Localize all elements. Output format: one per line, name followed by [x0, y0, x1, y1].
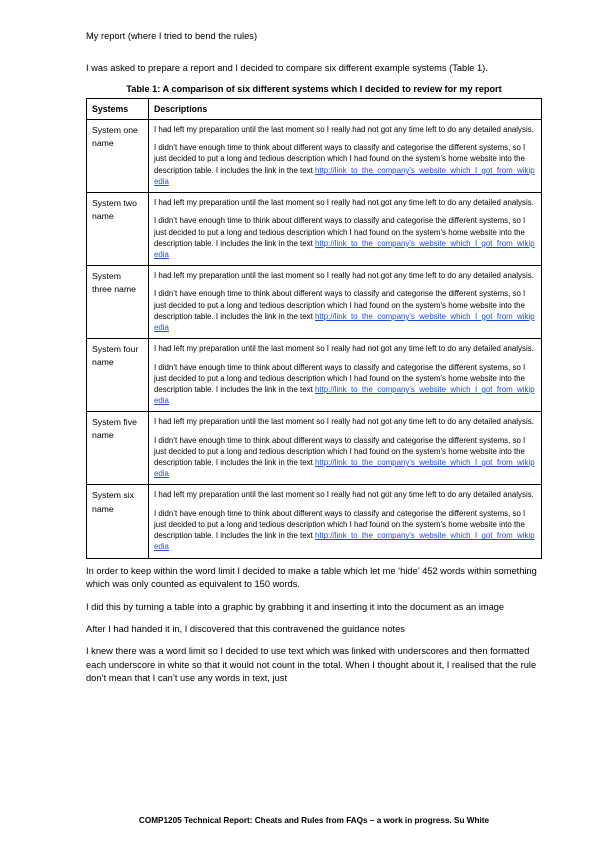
source-link[interactable]: http://link_to_the_company’s_website_which_I_got_from_wikipedia	[154, 311, 535, 333]
source-link[interactable]: http://link_to_the_company’s_website_which_I_got_from_wikipedia	[154, 531, 535, 552]
description-paragraph-1: I had left my preparation until the last moment so I really had not got any time left to do any detailed analysis.	[154, 125, 534, 135]
description-text: I didn’t have enough time to think about different ways to classify and categorise the different systems, so I just decided to put a long and tedious description which I had found on the system’s home website into the description table. I includes the link in the text	[154, 289, 526, 321]
description-paragraph-2	[154, 508, 536, 553]
description-cell	[149, 266, 542, 339]
table-row	[87, 485, 542, 558]
description-paragraph-2	[154, 362, 536, 407]
description-paragraph-2	[154, 215, 536, 260]
description-paragraph-1: I had left my preparation until the last moment so I really had not got any time left to do any detailed analysis.	[154, 417, 534, 427]
description-cell	[149, 485, 542, 558]
description-text: I didn’t have enough time to think about different ways to classify and categorise the different systems, so I just decided to put a long and tedious description which I had found on the system’s home website into the description table. I includes the link in the text	[154, 362, 526, 394]
system-name-cell: System five name	[87, 412, 149, 485]
description-text: I didn’t have enough time to think about different ways to classify and categorise the different systems, so I just decided to put a long and tedious description which I had found on the system’s home website into the description table. I includes the link in the text	[154, 508, 526, 541]
table-row	[87, 412, 542, 485]
description-paragraph-2	[154, 288, 536, 333]
description-paragraph-2	[154, 435, 536, 480]
description-paragraph-1: I had left my preparation until the last moment so I really had not got any time left to do any detailed analysis.	[154, 198, 534, 208]
source-link[interactable]: http://link_to_the_company’s_website_which_I_got_from_wikipedia	[154, 384, 535, 406]
system-name-cell: System one name	[87, 120, 149, 193]
source-link[interactable]: http://link_to_the_company’s_website_which_I_got_from_wikipedia	[154, 165, 535, 186]
description-cell	[149, 193, 542, 266]
system-name-cell: System three name	[87, 266, 149, 339]
table-row	[87, 120, 542, 193]
system-name-cell: System two name	[87, 193, 149, 266]
page-title: My report (where I tried to bend the rules)	[86, 31, 258, 41]
description-text: I didn’t have enough time to think about different ways to classify and categorise the different systems, so I just decided to put a long and tedious description which I had found on the system’s home website into the description table. I includes the link in the text	[154, 435, 526, 468]
description-text: I didn’t have enough time to think about different ways to classify and categorise the different systems, so I just decided to put a long and tedious description which I had found on the system’s home website into the description table. I includes the link in the text	[154, 216, 526, 248]
system-name-cell: System four name	[87, 339, 149, 412]
column-header-systems: Systems	[87, 99, 149, 120]
table-row	[87, 193, 542, 266]
table-caption: Table 1: A comparison of six different systems which I decided to review for my report	[126, 84, 502, 95]
table-row	[87, 339, 542, 412]
source-link[interactable]: http://link_to_the_company’s_website_which_I_got_from_wikipedia	[154, 458, 535, 479]
column-header-descriptions: Descriptions	[149, 99, 542, 120]
description-paragraph-2	[154, 142, 536, 187]
closing-paragraph-2: I did this by turning a table into a graphic by grabbing it and inserting it into the document as an image	[86, 601, 505, 612]
description-cell	[149, 120, 542, 193]
closing-section	[86, 565, 542, 686]
closing-paragraph-3: After I had handed it in, I discovered that this contravened the guidance notes	[86, 623, 405, 634]
system-name-cell: System six name	[87, 485, 149, 558]
table-row	[87, 266, 542, 339]
closing-paragraph-1: In order to keep within the word limit I decided to make a table which let me ‘hide’ 452 words within something which was only counted as equivalent to 150 words.	[86, 565, 537, 590]
description-paragraph-1: I had left my preparation until the last moment so I really had not got any time left to do any detailed analysis.	[154, 490, 534, 500]
source-link[interactable]: http://link_to_the_company’s_website_which_I_got_from_wikipedia	[154, 238, 535, 259]
page-footer: COMP1205 Technical Report: Cheats and Rules from FAQs – a work in progress. Su White	[138, 816, 490, 825]
closing-paragraph-4: I knew there was a word limit so I decided to use text which was linked with underscores and then formatted each underscore in white so that it would not count in the total. When I thought about it, I realised that the rule don’t mean that I can’t use any words in text, just	[86, 646, 537, 684]
description-cell	[149, 339, 542, 412]
intro-paragraph: I was asked to prepare a report and I decided to compare six different example systems (Table 1).	[86, 62, 488, 73]
description-text: I didn’t have enough time to think about different ways to classify and categorise the different systems, so I just decided to put a long and tedious description which I had found on the system’s home website into the description table. I includes the link in the text	[154, 143, 526, 175]
description-paragraph-1: I had left my preparation until the last moment so I really had not got any time left to do any detailed analysis.	[154, 344, 534, 354]
description-cell	[149, 412, 542, 485]
description-paragraph-1: I had left my preparation until the last moment so I really had not got any time left to do any detailed analysis.	[154, 271, 534, 281]
table-header-row	[87, 99, 542, 120]
comparison-table	[86, 98, 542, 559]
